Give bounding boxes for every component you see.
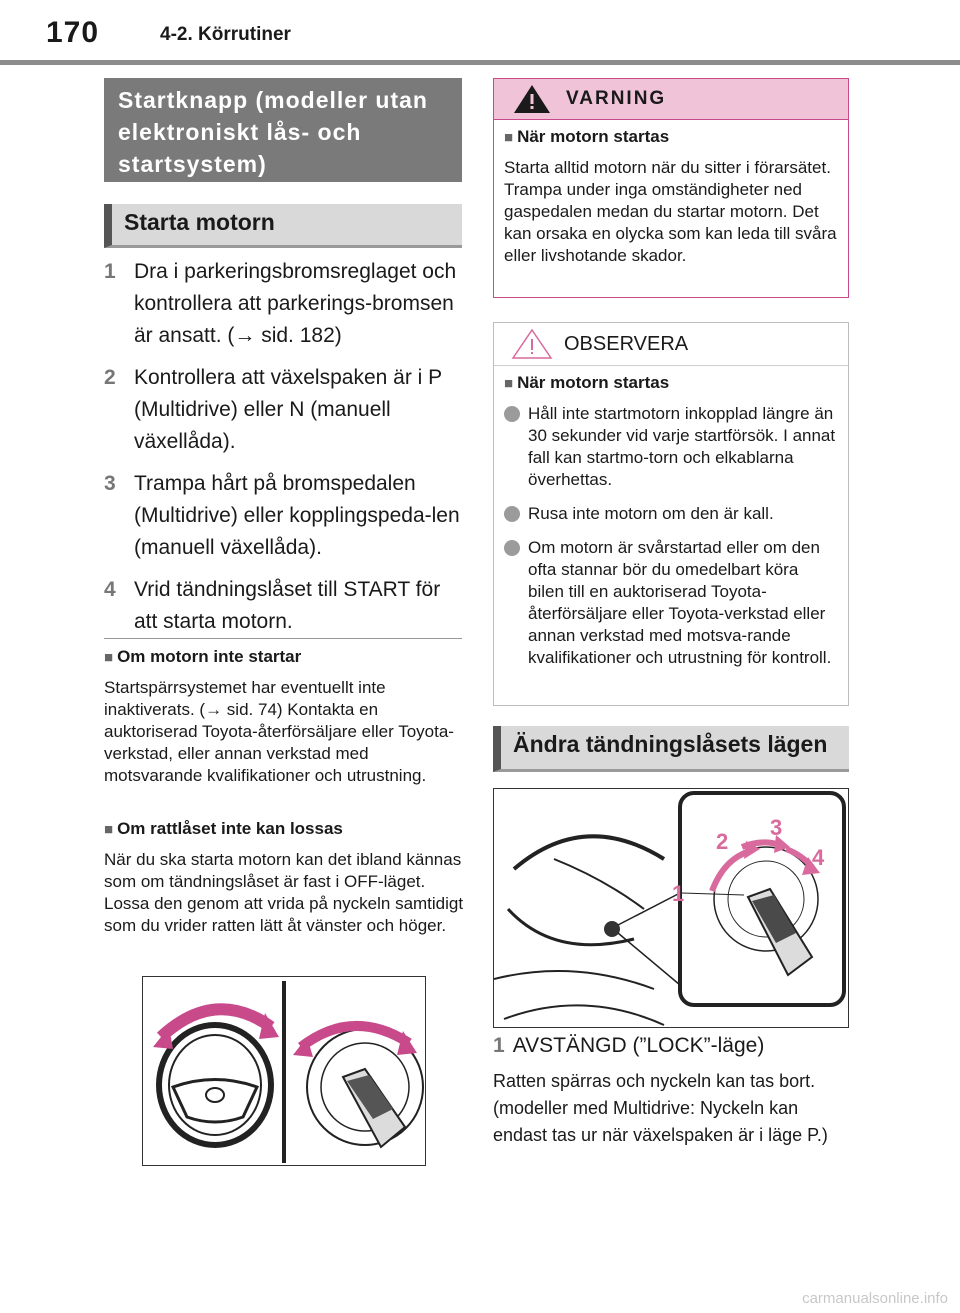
step-number: 4 — [104, 578, 116, 601]
notice-header — [494, 323, 848, 366]
warning-triangle-icon — [512, 83, 552, 115]
subheading-ignition-positions: Ändra tändningslåsets lägen — [493, 726, 849, 772]
note-text: När du ska starta motorn kan det ibland kännas som om tändningslåset är fast i OFF-läget. Lossa den genom att vrida på nyckeln samtidigt som du vrider ratten lätt åt vänster och höger. — [104, 850, 464, 935]
step-number: 1 — [104, 260, 116, 283]
square-bullet-icon: ■ — [104, 821, 114, 838]
figure-label: 4 — [812, 845, 825, 870]
page-number: 170 — [46, 16, 100, 49]
note-steering-lock — [104, 818, 464, 937]
step-number: 1 — [493, 1034, 505, 1057]
footer-watermark: carmanualsonline.info — [802, 1290, 948, 1307]
warning-title: När motorn startas — [517, 127, 670, 146]
ignition-positions-illustration — [493, 788, 849, 1028]
note-title: Om motorn inte startar — [117, 647, 302, 666]
steering-wheel-key-illustration — [142, 976, 426, 1166]
step-number: 2 — [104, 366, 116, 389]
position-description: Ratten spärras och nyckeln kan tas bort. (modeller med Multidrive: Nyckeln kan endast tas ur när växelspaken är i läge P.) — [493, 1071, 828, 1145]
figure-label: 2 — [716, 829, 729, 854]
notice-label: OBSERVERA — [564, 332, 689, 355]
warning-box — [493, 78, 849, 298]
figure-label: 1 — [672, 881, 685, 906]
position-step — [493, 1034, 764, 1058]
notice-box — [493, 322, 849, 706]
step-text: Vrid tändningslåset till START för att starta motorn. — [134, 578, 441, 633]
note-text: Startspärrsystemet har eventuellt inte inaktiverats. (→ sid. 74) Kontakta en auktoriserad Toyota-återförsäljare eller Toyota-verkstad, eller annan verkstad med motsvarande kvalifikationer och utrustning. — [104, 678, 454, 785]
divider — [104, 638, 462, 639]
note-engine-not-starting — [104, 646, 464, 787]
step-text: AVSTÄNGD (”LOCK”-läge) — [512, 1034, 765, 1057]
step-number: 3 — [104, 472, 116, 495]
round-bullet-icon — [504, 540, 520, 556]
notice-bullet: Rusa inte motorn om den är kall. — [504, 503, 838, 525]
square-bullet-icon: ■ — [504, 375, 514, 392]
warning-header — [494, 79, 848, 120]
notice-bullet: Om motorn är svårstartad eller om den ofta stannar bör du omedelbart köra bilen till en auktoriserad Toyota-återförsäljare eller Toyota-verkstad eller annan verkstad med motsva-rande kvalifikationer och utrustning för kontroll. — [504, 537, 838, 669]
notice-title: När motorn startas — [517, 373, 670, 392]
square-bullet-icon: ■ — [504, 129, 514, 146]
step-text: Kontrollera att växelspaken är i P (Multidrive) eller N (manuell växellåda). — [134, 366, 442, 453]
ignition-diagram — [494, 789, 848, 1027]
caution-outline-triangle-icon — [510, 327, 554, 361]
warning-text: Starta alltid motorn när du sitter i förarsätet. Trampa under inga omständigheter ned gaspedalen medan du startar motorn. Det kan orsaka en olycka som kan leda till svåra eller livshotande skador. — [504, 158, 837, 265]
step-item — [104, 256, 464, 352]
subheading-start-engine: Starta motorn — [104, 204, 462, 248]
chapter-title: 4-2. Körrutiner — [160, 24, 291, 45]
step-item — [104, 468, 464, 564]
header-rule — [0, 60, 960, 65]
step-text: Trampa hårt på bromspedalen (Multidrive) eller kopplingspeda-len (manuell växellåda). — [134, 472, 460, 559]
start-steps-list — [104, 256, 464, 648]
step-item — [104, 362, 464, 458]
steering-key-diagram — [143, 977, 425, 1165]
round-bullet-icon — [504, 406, 520, 422]
warning-label: VARNING — [566, 88, 667, 109]
figure-label: 3 — [770, 815, 783, 840]
notice-bullet: Håll inte startmotorn inkopplad längre än 30 sekunder vid varje startförsök. I annat fall kan startmo-torn och elkablarna överhettas. — [504, 403, 838, 491]
square-bullet-icon: ■ — [104, 649, 114, 666]
round-bullet-icon — [504, 506, 520, 522]
step-text: Dra i parkeringsbromsreglaget och kontrollera att parkerings-bromsen är ansatt. (→ sid. 182) — [134, 260, 457, 347]
note-title: Om rattlåset inte kan lossas — [117, 819, 343, 838]
step-item — [104, 574, 464, 638]
section-title: Startknapp (modeller utan elektroniskt lås- och startsystem) — [104, 78, 462, 182]
